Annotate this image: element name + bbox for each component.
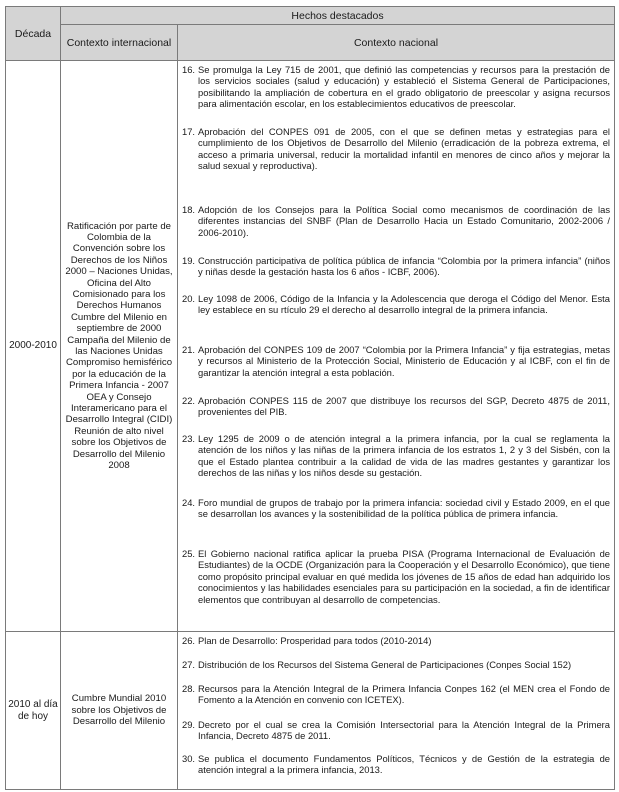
decade-cell: 2010 al día de hoy [6,632,61,790]
list-item: 22. Aprobación CONPES 115 de 2007 que distribuye los recursos del SGP, Decreto 4875 de 2011, provenientes del PIB. [182,395,611,418]
header-contexto-nacional: Contexto nacional [178,25,615,61]
list-item: 24. Foro mundial de grupos de trabajo por la primera infancia: sociedad civil y Estado 2009, en el que se desarrollan los avances y la sostenibilidad de la política pública de primera infancia. [182,497,611,520]
international-context-cell: Cumbre Mundial 2010 sobre los Objetivos de Desarrollo del Milenio [61,632,178,790]
list-item: 29. Decreto por el cual se crea la Comisión Intersectorial para la Atención Integral de la Primera Infancia, Decreto 4875 de 2011. [182,719,611,742]
list-item: 26. Plan de Desarrollo: Prosperidad para todos (2010-2014) [182,635,432,646]
list-item: 16. Se promulga la Ley 715 de 2001, que definió las competencias y recursos para la prestación de los servicios sociales (salud y educación) y estableció el Sistema General de Participaciones, posibilitando la ampliación de cobertura en el grado obligatorio de preescolar y asigna recursos para alimentación escolar, en los establecimientos educativos de preescolar. [182,64,611,110]
list-item: 17. Aprobación del CONPES 091 de 2005, con el que se definen metas y estrategias para el cumplimiento de los Objetivos de Desarrollo del Milenio (erradicación de la pobreza extrema, el acceso a primaria universal, reducir la mortalidad infantil en menores de cinco años y mejorar la salud sexual y reproductiva). [182,126,611,172]
table-row [6,61,615,632]
table-row [6,632,615,790]
header-hechos-destacados: Hechos destacados [61,7,615,25]
international-context-cell: Ratificación por parte de Colombia de la Convención sobre los Derechos de los Niños 2000 – Naciones Unidas, Oficina del Alto Comisionado para los Derechos Humanos Cumbre del Milenio en septiembre de 2000 Campaña del Milenio de las Naciones Unidas Compromiso hemisférico por la educación de la Primera Infancia - 2007 OEA y Consejo Interamericano para el Desarrollo Integral (CIDI) Reunión de alto nivel sobre los Objetivos de Desarrollo del Milenio 2008 [61,61,178,632]
list-item: 28. Recursos para la Atención Integral de la Primera Infancia Conpes 162 (el MEN crea el Fondo de Fomento a la Atención en convenio con ICETEX). [182,683,611,706]
decade-cell: 2000-2010 [6,61,61,632]
header-contexto-internacional: Contexto internacional [61,25,178,61]
header-decada: Década [6,7,61,61]
historical-events-table [5,6,615,790]
list-item: 20. Ley 1098 de 2006, Código de la Infancia y la Adolescencia que deroga el Código del Menor. Esta ley establece en su rtículo 29 el derecho al desarrollo integral de la primera infancia. [182,293,611,316]
national-context-cell [178,61,615,632]
list-item: 21. Aprobación del CONPES 109 de 2007 “Colombia por la Primera Infancia” y fija estrategias, metas y recursos al Ministerio de la Protección Social, Ministerio de Educación y al ICBF, con el fin de garantizar la atención integral a esta población. [182,344,611,378]
list-item: 19. Construcción participativa de política pública de infancia “Colombia por la primera infancia” (niños y niñas desde la gestación hasta los 6 años - ICBF, 2006). [182,255,611,278]
list-item: 30. Se publica el documento Fundamentos Políticos, Técnicos y de Gestión de la estrategia de atención integral a la primera infancia, 2013. [182,753,611,776]
list-item: 27. Distribución de los Recursos del Sistema General de Participaciones (Conpes Social 152) [182,659,572,670]
national-context-cell [178,632,615,790]
list-item: 18. Adopción de los Consejos para la Política Social como mecanismos de coordinación de las diferentes instancias del SNBF (Plan de Desarrollo Hacia un Estado Comunitario, 2002-2006 / 2006-2010). [182,204,611,238]
list-item: 25. El Gobierno nacional ratifica aplicar la prueba PISA (Programa Internacional de Evaluación de Estudiantes) de la OCDE (Organización para la Cooperación y el Desarrollo Económico), que tiene como propósito principal evaluar en qué medida los jóvenes de 15 años de edad han adquirido los conocimientos y las habilidades esenciales para su participación en la sociedad, a fin de identificar elementos que contribuyan al desarrollo de competencias. [182,548,611,605]
list-item: 23. Ley 1295 de 2009 o de atención integral a la primera infancia, por la cual se reglamenta la atención de los niños y las niñas de la primera infancia de los estratos 1, 2 y 3 del Sisbén, con la que el Estado plantea contribuir a la calidad de vida de las madres gestantes y garantizar los derechos de las niñas y los niños desde su gestación. [182,433,611,479]
